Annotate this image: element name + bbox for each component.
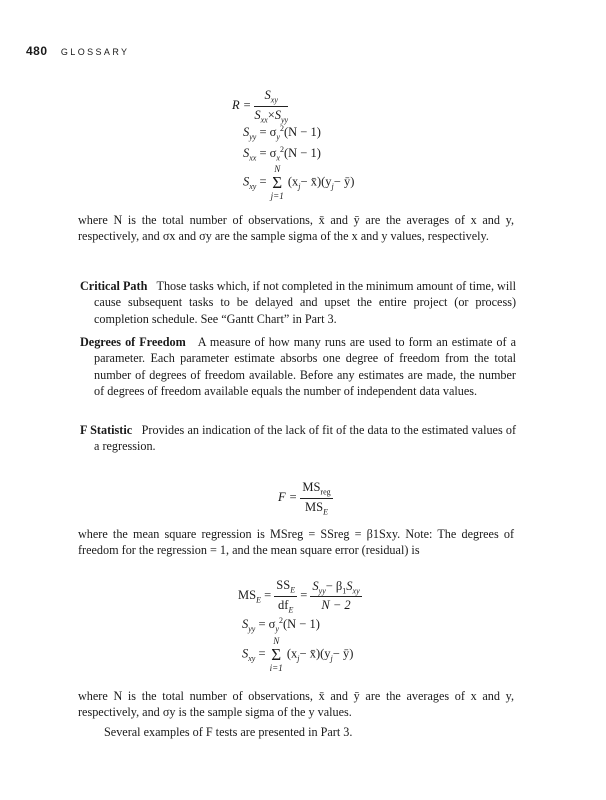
section-title: GLOSSARY xyxy=(60,47,130,57)
formula-syy-2: $S_{yy} = \sigma_y^2(N - 1)$ xyxy=(242,616,320,634)
explanation-paragraph-3: where N is the total number of observations, x̄ and ȳ are the averages of x and y, respectively, and σy is the sample sigma of the y values. xyxy=(78,689,514,720)
entry-critical-path: Critical Path Those tasks which, if not completed in the minimum amount of time, will cause subsequent tasks to be delayed and upset the entire project (or process) completion schedule. See “Gantt Chart” in Part 3. xyxy=(80,279,517,326)
formula-syy: $S_{yy} = \sigma_y^2(N - 1)$ xyxy=(243,124,321,142)
entry-degrees-of-freedom: Degrees of Freedom A measure of how many runs are used to form an estimate of a parameter. Each parameter estimate absorbs one degree of freedom from the total number of degrees of freedom available. Before any estimates are made, the number of degrees of freedom available equals the number of independent data values. xyxy=(80,335,517,399)
formula-sxy: $S_{xy} = N$ Σ j=1 ($x_j-$ $x̄)(y_j-$ ȳ) xyxy=(243,164,355,201)
running-header xyxy=(26,44,129,58)
entry-f-statistic: F Statistic Provides an indication of the lack of fit of the data to the estimated values of a regression. xyxy=(80,423,517,454)
term-degrees-of-freedom: Degrees of Freedom xyxy=(80,335,186,349)
explanation-paragraph-4: Several examples of F tests are presented in Part 3. xyxy=(104,725,353,739)
formula-mse: $MS_E$ = $\frac{SS_E}{df_E}$ = $\frac{S_{yy}- \beta_1S_{xy}}{N - 2}$ xyxy=(238,578,360,614)
formula-f: F = $\frac{MS_{reg}}{MS_E}$ xyxy=(278,480,331,516)
explanation-paragraph-1: where N is the total number of observations, x̄ and ȳ are the averages of x and y, respectively, and σx and σy are the sample sigma of the x and y values, respectively. xyxy=(78,213,514,244)
explanation-paragraph-2: where the mean square regression is MSreg = SSreg = β1Sxy. Note: The degrees of freedom for the regression = 1, and the mean square error (residual) is xyxy=(78,527,514,558)
formula-sxy-2: $S_{xy} = N$ Σ i=1 ($x_j-$ $x̄)(y_j-$ ȳ) xyxy=(242,636,354,673)
term-critical-path: Critical Path xyxy=(80,279,148,293)
page-number: 480 xyxy=(26,44,48,58)
formula-r: R = $\frac{S_{xy}}{S_{xx}\times S_{yy}}$ xyxy=(232,88,289,124)
formula-sxx: $S_{xx} = \sigma_x^2(N - 1)$ xyxy=(243,145,321,163)
term-f-statistic: F Statistic xyxy=(80,423,133,437)
